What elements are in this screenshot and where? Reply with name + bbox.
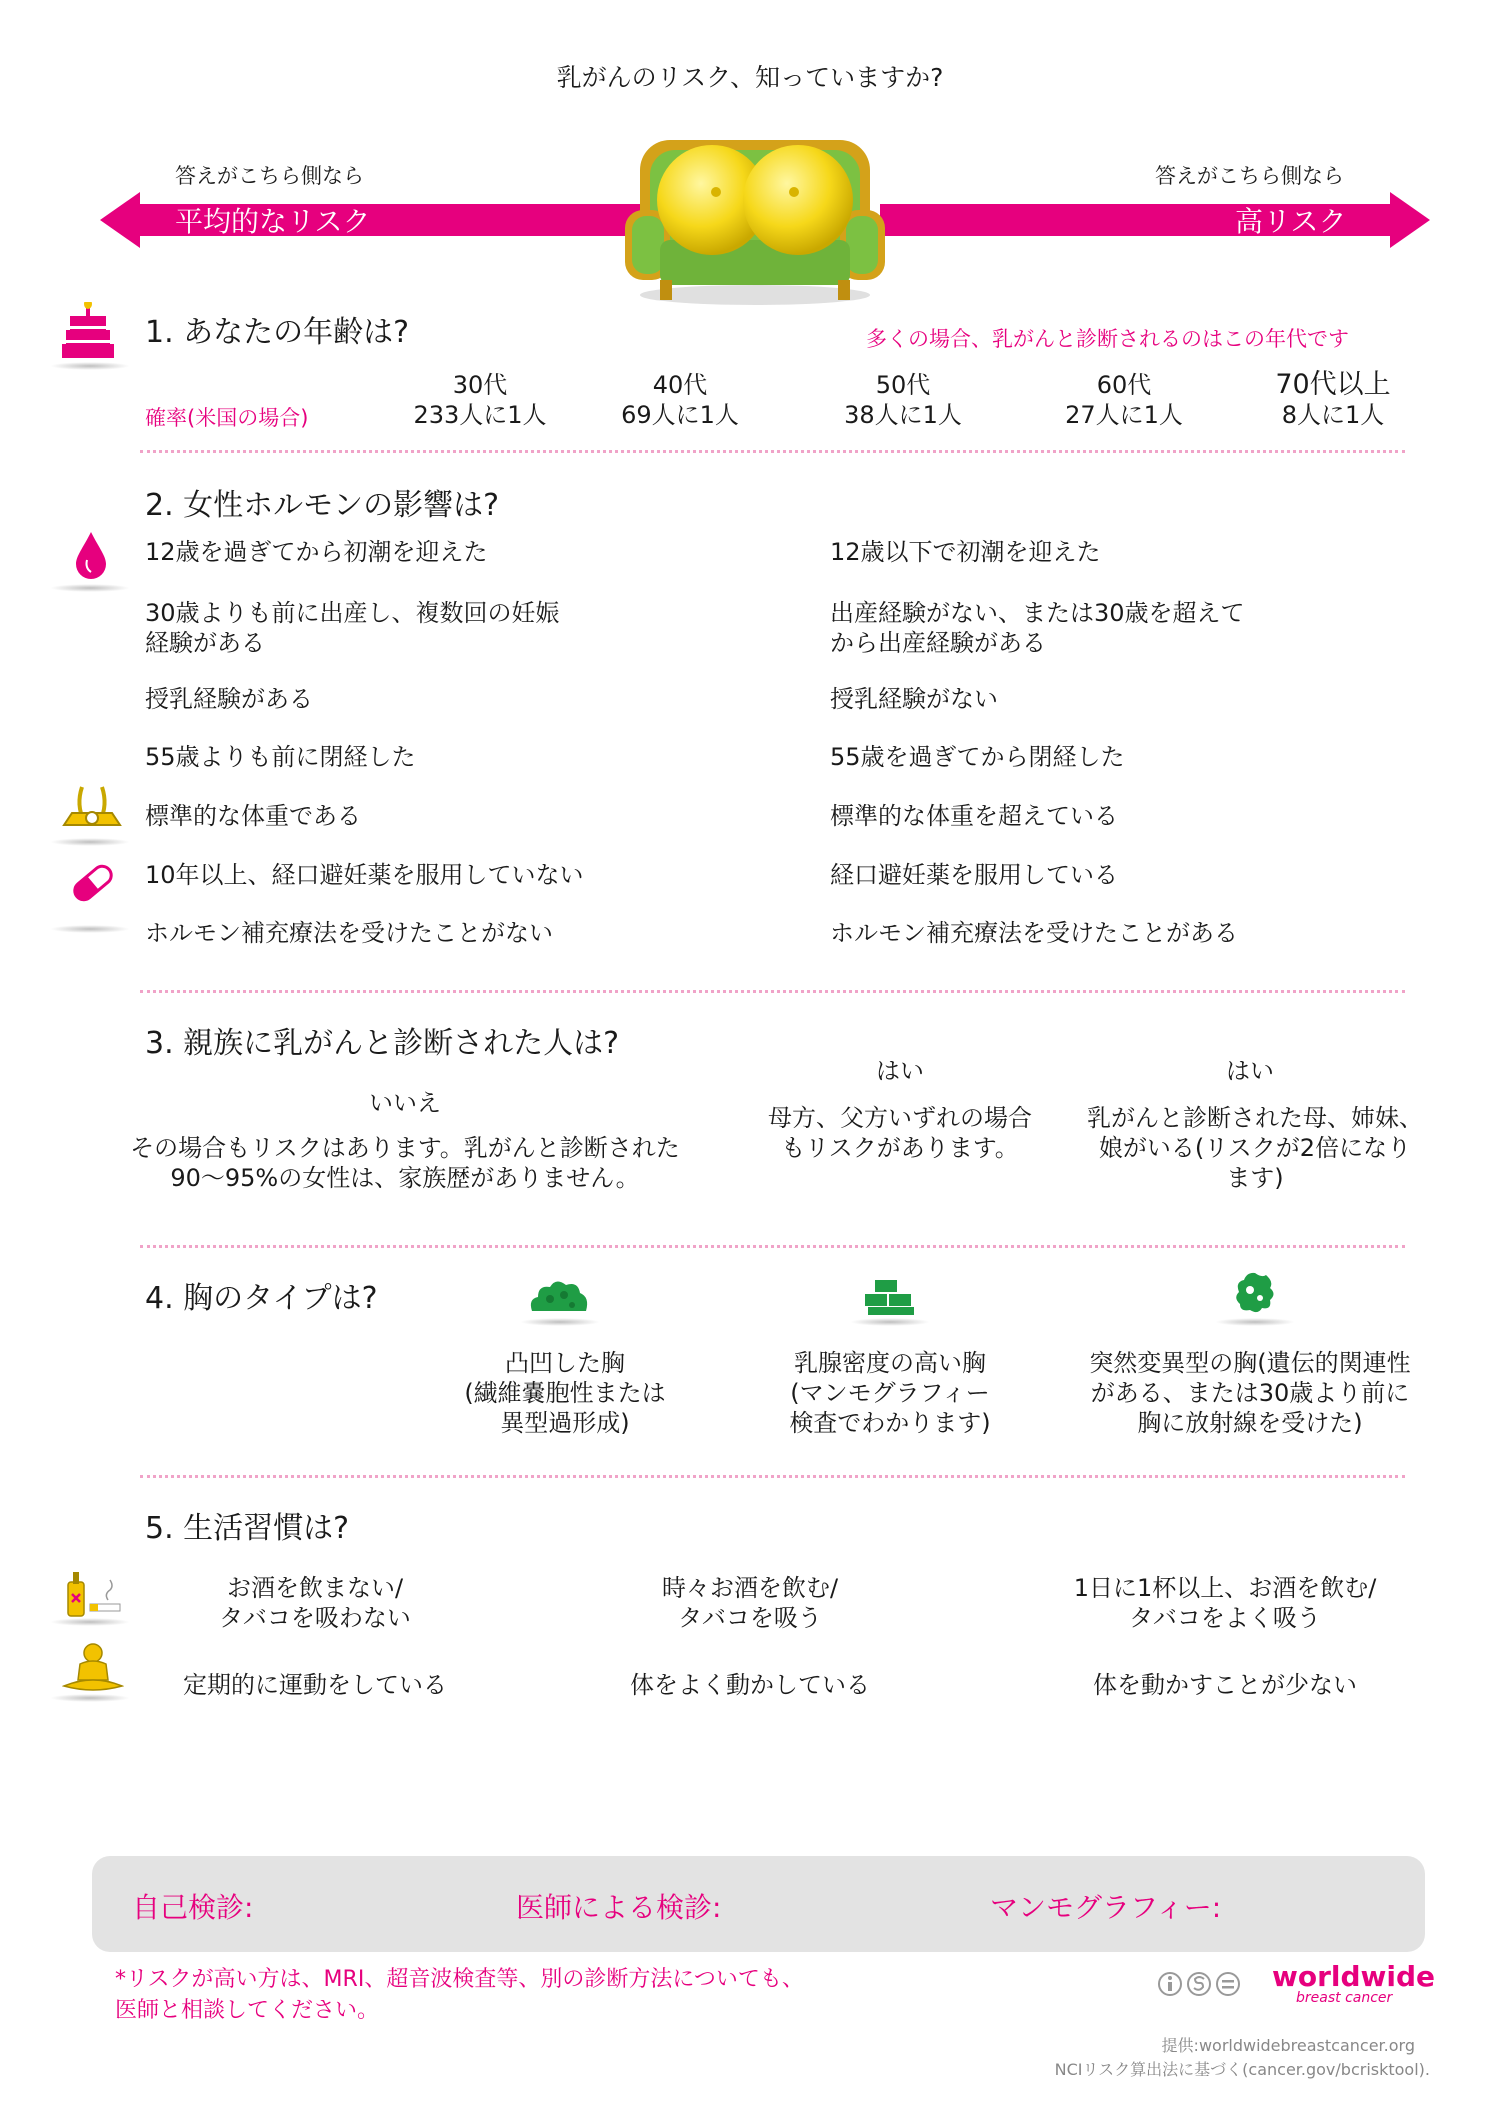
credit-provider: 提供:worldwidebreastcancer.org [1161, 2036, 1415, 2055]
drop-icon [73, 530, 109, 580]
left-caption: 答えがこちら側なら [175, 164, 364, 188]
left-label: 平均的なリスク [175, 205, 371, 238]
icon-shadow [50, 362, 130, 370]
lifestyle-low-alcohol: お酒を飲まない/ タバコを吸わない [219, 1574, 411, 1632]
dense-breast-icon [862, 1277, 918, 1317]
hormone-row-3-left: 授乳経験がある [145, 685, 313, 713]
q2-heading: 2. 女性ホルモンの影響は? [145, 488, 500, 523]
q3-yes1-text: 母方、父方いずれの場合 もリスクがあります。 [768, 1104, 1032, 1162]
age-rate: 38人に1人 [844, 401, 962, 429]
hormone-row-4-left: 55歳よりも前に閉経した [145, 743, 416, 771]
q3-yes2-text: 乳がんと診断された母、姉妹、 娘がいる(リスクが2倍になり ます) [1087, 1104, 1423, 1192]
icon-shadow [50, 838, 130, 846]
lifestyle-exercise-active: 体をよく動かしている [630, 1671, 870, 1699]
mutated-breast-icon [1232, 1270, 1278, 1316]
age-label: 60代 [1096, 371, 1152, 399]
right-arrow [880, 192, 1430, 248]
credit-source: NCIリスク算出法に基づく(cancer.gov/bcrisktool). [1054, 2060, 1430, 2079]
birthday-cake-icon [62, 302, 114, 360]
breast-type-dense: 乳腺密度の高い胸 (マンモグラフィー 検査でわかります) [789, 1349, 991, 1437]
hormone-row-4-right: 55歳を過ぎてから閉経した [830, 743, 1125, 771]
right-label: 高リスク [1235, 205, 1347, 238]
lifestyle-high-alcohol: 1日に1杯以上、お酒を飲む/ タバコをよく吸う [1073, 1574, 1377, 1632]
hormone-row-2-right: 出産経験がない、または30歳を超えて から出産経験がある [830, 599, 1245, 657]
age-label: 40代 [652, 371, 708, 399]
q5-heading: 5. 生活習慣は? [145, 1511, 350, 1546]
q1-note: 多くの場合、乳がんと診断されるのはこの年代です [866, 327, 1349, 351]
self-exam-field[interactable]: 自己検診: [132, 1891, 254, 1924]
age-label: 70代以上 [1275, 369, 1391, 400]
age-rate: 27人に1人 [1065, 401, 1183, 429]
age-rate: 233人に1人 [413, 401, 547, 429]
lifestyle-exercise-regular: 定期的に運動をしている [183, 1671, 447, 1699]
q3-yes2-label: はい [1226, 1057, 1274, 1085]
breast-type-lumpy: 凸凹した胸 (繊維嚢胞性または 異型過形成) [464, 1349, 666, 1437]
lifestyle-exercise-low: 体を動かすことが少ない [1093, 1671, 1357, 1699]
icon-shadow [50, 925, 130, 933]
creative-commons-icon [1157, 1970, 1243, 1998]
age-60s [1024, 370, 1224, 430]
alcohol-tobacco-icon [64, 1570, 122, 1618]
brand-logo-worldwide: worldwide [1272, 1960, 1436, 1993]
q3-no-text: その場合もリスクはあります。乳がんと診断された 90〜95%の女性は、家族歴がありません。 [130, 1134, 680, 1192]
hormone-row-6-right: 経口避妊薬を服用している [830, 861, 1118, 889]
meditating-person-icon [62, 1642, 124, 1692]
hormone-row-6-left: 10年以上、経口避妊薬を服用していない [145, 861, 584, 889]
rate-label: 確率(米国の場合) [145, 406, 309, 430]
brand-logo-breast-cancer: breast cancer [1296, 1990, 1393, 2006]
hormone-row-5-left: 標準的な体重である [145, 802, 361, 830]
icon-shadow [1215, 1318, 1295, 1326]
footnote: *リスクが高い方は、MRI、超音波検査等、別の診断方法についても、 医師と相談してください。 [115, 1967, 804, 2023]
section-divider [140, 1245, 1405, 1248]
q4-heading: 4. 胸のタイプは? [145, 1281, 378, 1316]
age-rate: 69人に1人 [621, 401, 739, 429]
icon-shadow [50, 584, 130, 592]
hormone-row-1-left: 12歳を過ぎてから初潮を迎えた [145, 538, 488, 566]
breast-type-mutated: 突然変異型の胸(遺伝的関連性 がある、または30歳より前に 胸に放射線を受けた) [1089, 1349, 1411, 1437]
lifestyle-mid-alcohol: 時々お酒を飲む/ タバコを吸う [661, 1574, 839, 1632]
age-40s [580, 370, 780, 430]
icon-shadow [520, 1318, 600, 1326]
sofa-lemons-illustration [620, 120, 890, 310]
section-divider [140, 1475, 1405, 1478]
mammography-field[interactable]: マンモグラフィー: [990, 1891, 1222, 1924]
lumpy-breast-icon [528, 1275, 590, 1315]
section-divider [140, 450, 1405, 453]
hormone-row-7-left: ホルモン補充療法を受けたことがない [145, 919, 553, 947]
hormone-row-5-right: 標準的な体重を超えている [830, 802, 1118, 830]
checkup-bar [92, 1856, 1425, 1952]
hormone-row-1-right: 12歳以下で初潮を迎えた [830, 538, 1101, 566]
age-label: 50代 [875, 371, 931, 399]
age-50s [803, 370, 1003, 430]
age-70s-plus [1228, 370, 1438, 430]
hormone-row-3-right: 授乳経験がない [830, 685, 998, 713]
q3-no-label: いいえ [369, 1089, 441, 1117]
age-label: 30代 [452, 371, 508, 399]
icon-shadow [850, 1318, 930, 1326]
page-title: 乳がんのリスク、知っていますか? [556, 63, 944, 92]
icon-shadow [50, 1618, 130, 1626]
doctor-exam-field[interactable]: 医師による検診: [516, 1891, 722, 1924]
section-divider [140, 990, 1405, 993]
right-caption: 答えがこちら側なら [1155, 164, 1344, 188]
q3-yes1-label: はい [876, 1057, 924, 1085]
hormone-row-7-right: ホルモン補充療法を受けたことがある [830, 919, 1238, 947]
weight-scale-icon [60, 785, 124, 837]
lemon-right [743, 145, 853, 255]
q1-heading: 1. あなたの年齢は? [145, 315, 410, 350]
hormone-row-2-left: 30歳よりも前に出産し、複数回の妊娠 経験がある [145, 599, 560, 657]
age-rate: 8人に1人 [1281, 401, 1385, 429]
pill-icon [68, 858, 118, 908]
q3-heading: 3. 親族に乳がんと診断された人は? [145, 1026, 620, 1061]
age-30s [380, 370, 580, 430]
icon-shadow [50, 1694, 130, 1702]
